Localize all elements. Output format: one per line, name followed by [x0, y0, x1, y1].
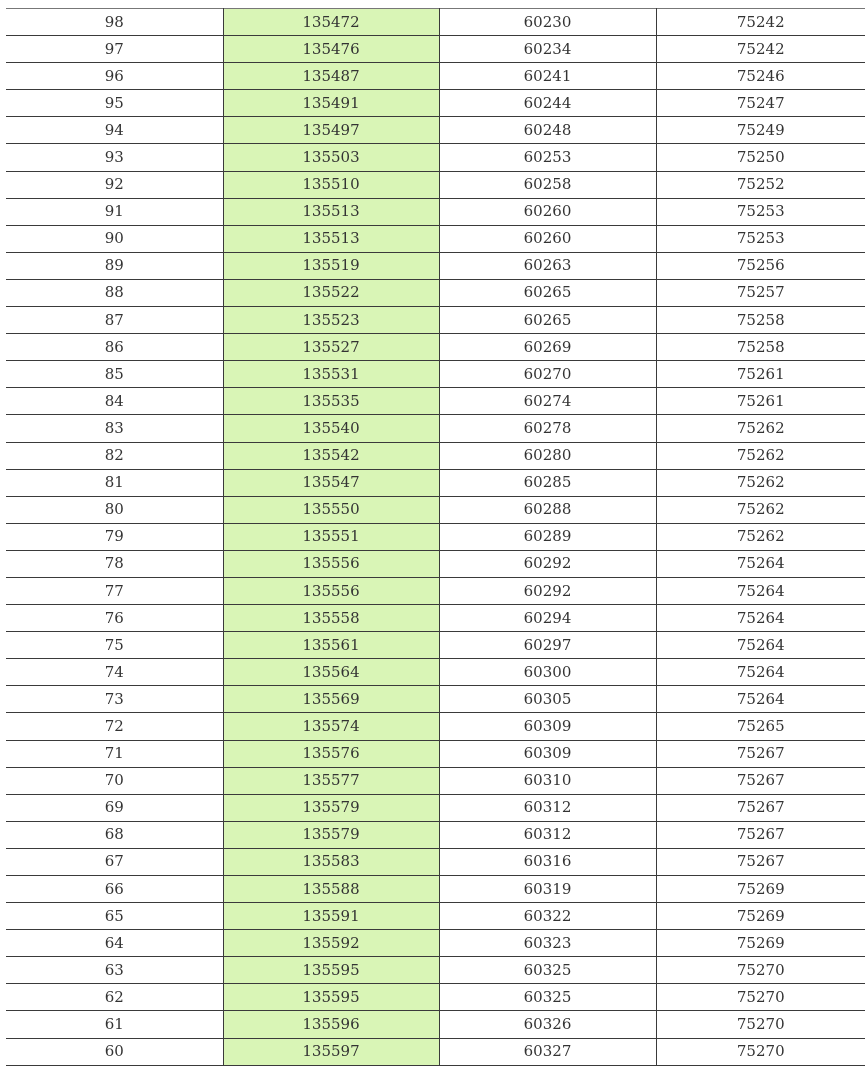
count-cell: 75253	[656, 225, 865, 252]
cumulative-count-cell-highlighted: 135597	[223, 1038, 439, 1065]
cumulative-count-cell-highlighted: 135523	[223, 307, 439, 334]
count-cell: 75262	[656, 442, 865, 469]
count-cell: 60294	[439, 605, 656, 632]
count-cell: 60289	[439, 523, 656, 550]
count-cell: 60260	[439, 225, 656, 252]
score-cell: 96	[6, 63, 223, 90]
table-row	[6, 848, 865, 875]
score-cell: 94	[6, 117, 223, 144]
cumulative-count-cell-highlighted: 135476	[223, 36, 439, 63]
table-row	[6, 307, 865, 334]
table-row	[6, 442, 865, 469]
table-row	[6, 523, 865, 550]
cumulative-count-cell-highlighted: 135596	[223, 1011, 439, 1038]
table-row	[6, 713, 865, 740]
count-cell: 75270	[656, 984, 865, 1011]
count-cell: 60312	[439, 794, 656, 821]
cumulative-count-cell-highlighted: 135513	[223, 198, 439, 225]
table-row	[6, 659, 865, 686]
table-row	[6, 903, 865, 930]
table-row	[6, 1038, 865, 1065]
cumulative-count-cell-highlighted: 135558	[223, 605, 439, 632]
table-row	[6, 144, 865, 171]
score-cell: 84	[6, 388, 223, 415]
count-cell: 75242	[656, 9, 865, 36]
score-cell: 65	[6, 903, 223, 930]
count-cell: 60274	[439, 388, 656, 415]
score-cell: 82	[6, 442, 223, 469]
count-cell: 75250	[656, 144, 865, 171]
count-cell: 75267	[656, 740, 865, 767]
count-cell: 60305	[439, 686, 656, 713]
cumulative-count-cell-highlighted: 135592	[223, 930, 439, 957]
score-cell: 89	[6, 252, 223, 279]
table-row	[6, 632, 865, 659]
count-cell: 60248	[439, 117, 656, 144]
table-row	[6, 90, 865, 117]
count-cell: 75256	[656, 252, 865, 279]
count-cell: 60309	[439, 713, 656, 740]
table-row	[6, 794, 865, 821]
score-cell: 63	[6, 957, 223, 984]
count-cell: 60270	[439, 361, 656, 388]
cumulative-count-cell-highlighted: 135535	[223, 388, 439, 415]
cumulative-count-cell-highlighted: 135551	[223, 523, 439, 550]
score-cell: 95	[6, 90, 223, 117]
cumulative-count-cell-highlighted: 135487	[223, 63, 439, 90]
table-row	[6, 388, 865, 415]
count-cell: 75264	[656, 659, 865, 686]
count-cell: 75252	[656, 171, 865, 198]
count-cell: 60316	[439, 848, 656, 875]
table-row	[6, 740, 865, 767]
count-cell: 60297	[439, 632, 656, 659]
score-cell: 70	[6, 767, 223, 794]
count-cell: 75261	[656, 361, 865, 388]
count-cell: 75267	[656, 767, 865, 794]
cumulative-count-cell-highlighted: 135522	[223, 279, 439, 306]
count-cell: 75262	[656, 415, 865, 442]
count-cell: 75267	[656, 794, 865, 821]
count-cell: 60260	[439, 198, 656, 225]
score-cell: 90	[6, 225, 223, 252]
cumulative-count-cell-highlighted: 135561	[223, 632, 439, 659]
count-cell: 60319	[439, 876, 656, 903]
table-row	[6, 876, 865, 903]
table-row	[6, 117, 865, 144]
table-row	[6, 577, 865, 604]
score-cell: 72	[6, 713, 223, 740]
count-cell: 60309	[439, 740, 656, 767]
count-cell: 60292	[439, 577, 656, 604]
count-cell: 75264	[656, 577, 865, 604]
cumulative-count-cell-highlighted: 135491	[223, 90, 439, 117]
score-cell: 78	[6, 550, 223, 577]
score-cell: 80	[6, 496, 223, 523]
count-cell: 75265	[656, 713, 865, 740]
score-cell: 92	[6, 171, 223, 198]
cumulative-count-cell-highlighted: 135472	[223, 9, 439, 36]
count-cell: 60288	[439, 496, 656, 523]
score-cell: 62	[6, 984, 223, 1011]
score-cell: 61	[6, 1011, 223, 1038]
table-row	[6, 63, 865, 90]
count-cell: 60322	[439, 903, 656, 930]
count-cell: 75258	[656, 334, 865, 361]
count-cell: 75270	[656, 1011, 865, 1038]
count-cell: 75242	[656, 36, 865, 63]
cumulative-count-cell-highlighted: 135510	[223, 171, 439, 198]
score-cell: 71	[6, 740, 223, 767]
count-cell: 60258	[439, 171, 656, 198]
count-cell: 75269	[656, 876, 865, 903]
count-cell: 75247	[656, 90, 865, 117]
count-cell: 75249	[656, 117, 865, 144]
count-cell: 75261	[656, 388, 865, 415]
count-cell: 60280	[439, 442, 656, 469]
count-cell: 75262	[656, 496, 865, 523]
count-cell: 60285	[439, 469, 656, 496]
score-cell: 69	[6, 794, 223, 821]
count-cell: 60292	[439, 550, 656, 577]
score-cell: 87	[6, 307, 223, 334]
cumulative-count-cell-highlighted: 135579	[223, 821, 439, 848]
score-cell: 85	[6, 361, 223, 388]
score-cell: 74	[6, 659, 223, 686]
count-cell: 60253	[439, 144, 656, 171]
table-row	[6, 984, 865, 1011]
count-cell: 60230	[439, 9, 656, 36]
score-cell: 60	[6, 1038, 223, 1065]
table-row	[6, 361, 865, 388]
table-row	[6, 225, 865, 252]
score-cell: 97	[6, 36, 223, 63]
score-cell: 91	[6, 198, 223, 225]
cumulative-count-cell-highlighted: 135540	[223, 415, 439, 442]
cumulative-count-cell-highlighted: 135519	[223, 252, 439, 279]
count-cell: 75270	[656, 957, 865, 984]
table-row	[6, 279, 865, 306]
table-row	[6, 767, 865, 794]
count-cell: 60263	[439, 252, 656, 279]
count-cell: 75267	[656, 821, 865, 848]
table-row	[6, 469, 865, 496]
table-row	[6, 415, 865, 442]
count-cell: 75270	[656, 1038, 865, 1065]
count-cell: 60312	[439, 821, 656, 848]
count-cell: 60325	[439, 984, 656, 1011]
score-cell: 73	[6, 686, 223, 713]
score-cell: 68	[6, 821, 223, 848]
count-cell: 60323	[439, 930, 656, 957]
table-row	[6, 252, 865, 279]
cumulative-count-cell-highlighted: 135542	[223, 442, 439, 469]
count-cell: 75262	[656, 469, 865, 496]
cumulative-count-cell-highlighted: 135547	[223, 469, 439, 496]
cumulative-count-cell-highlighted: 135576	[223, 740, 439, 767]
cumulative-count-cell-highlighted: 135503	[223, 144, 439, 171]
count-cell: 75264	[656, 632, 865, 659]
cumulative-count-cell-highlighted: 135583	[223, 848, 439, 875]
score-cell: 88	[6, 279, 223, 306]
count-cell: 75269	[656, 903, 865, 930]
count-cell: 60325	[439, 957, 656, 984]
count-cell: 60265	[439, 279, 656, 306]
table-row	[6, 1011, 865, 1038]
count-cell: 75267	[656, 848, 865, 875]
cumulative-count-cell-highlighted: 135577	[223, 767, 439, 794]
count-cell: 60310	[439, 767, 656, 794]
cumulative-count-cell-highlighted: 135564	[223, 659, 439, 686]
score-table-body	[6, 9, 865, 1066]
cumulative-count-cell-highlighted: 135591	[223, 903, 439, 930]
cumulative-count-cell-highlighted: 135569	[223, 686, 439, 713]
cumulative-count-cell-highlighted: 135550	[223, 496, 439, 523]
count-cell: 75257	[656, 279, 865, 306]
score-cell: 75	[6, 632, 223, 659]
count-cell: 75264	[656, 686, 865, 713]
cumulative-count-cell-highlighted: 135556	[223, 550, 439, 577]
table-row	[6, 334, 865, 361]
score-cell: 66	[6, 876, 223, 903]
cumulative-count-cell-highlighted: 135588	[223, 876, 439, 903]
score-table	[6, 8, 865, 1066]
table-row	[6, 9, 865, 36]
count-cell: 60234	[439, 36, 656, 63]
table-row	[6, 198, 865, 225]
cumulative-count-cell-highlighted: 135595	[223, 957, 439, 984]
score-cell: 79	[6, 523, 223, 550]
count-cell: 75258	[656, 307, 865, 334]
score-cell: 67	[6, 848, 223, 875]
table-row	[6, 686, 865, 713]
cumulative-count-cell-highlighted: 135579	[223, 794, 439, 821]
count-cell: 60278	[439, 415, 656, 442]
count-cell: 60300	[439, 659, 656, 686]
cumulative-count-cell-highlighted: 135574	[223, 713, 439, 740]
cumulative-count-cell-highlighted: 135527	[223, 334, 439, 361]
table-row	[6, 36, 865, 63]
cumulative-count-cell-highlighted: 135513	[223, 225, 439, 252]
table-row	[6, 605, 865, 632]
count-cell: 60327	[439, 1038, 656, 1065]
count-cell: 75253	[656, 198, 865, 225]
cumulative-count-cell-highlighted: 135556	[223, 577, 439, 604]
table-row	[6, 171, 865, 198]
cumulative-count-cell-highlighted: 135497	[223, 117, 439, 144]
count-cell: 60269	[439, 334, 656, 361]
count-cell: 75269	[656, 930, 865, 957]
score-cell: 81	[6, 469, 223, 496]
count-cell: 60265	[439, 307, 656, 334]
score-cell: 98	[6, 9, 223, 36]
score-cell: 64	[6, 930, 223, 957]
score-table-page	[6, 8, 865, 1066]
cumulative-count-cell-highlighted: 135595	[223, 984, 439, 1011]
count-cell: 75246	[656, 63, 865, 90]
count-cell: 60244	[439, 90, 656, 117]
table-row	[6, 496, 865, 523]
table-row	[6, 550, 865, 577]
score-cell: 76	[6, 605, 223, 632]
table-row	[6, 821, 865, 848]
count-cell: 75262	[656, 523, 865, 550]
count-cell: 60241	[439, 63, 656, 90]
count-cell: 75264	[656, 550, 865, 577]
score-cell: 86	[6, 334, 223, 361]
score-cell: 93	[6, 144, 223, 171]
table-row	[6, 957, 865, 984]
table-row	[6, 930, 865, 957]
count-cell: 60326	[439, 1011, 656, 1038]
cumulative-count-cell-highlighted: 135531	[223, 361, 439, 388]
count-cell: 75264	[656, 605, 865, 632]
score-cell: 77	[6, 577, 223, 604]
score-cell: 83	[6, 415, 223, 442]
